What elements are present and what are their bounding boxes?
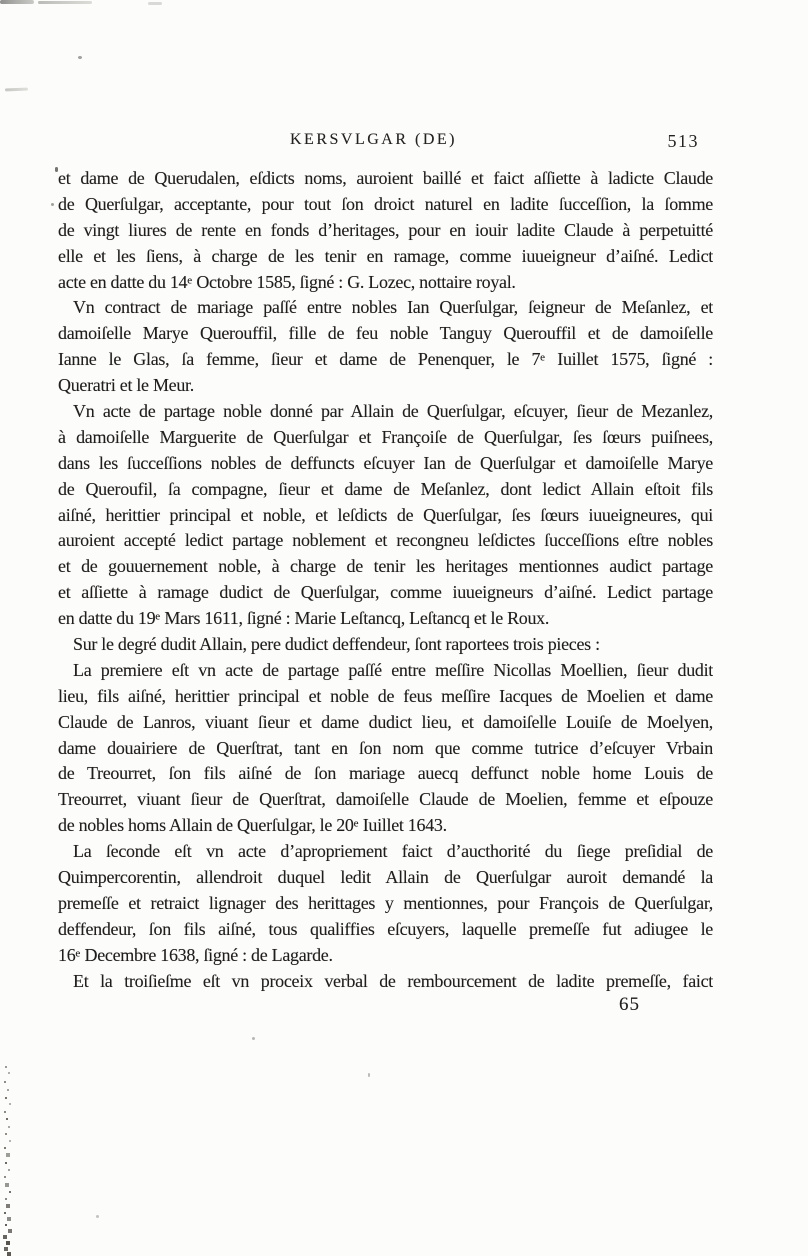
body-line: dans les ſucceſſions nobles de deffuncts eſcuyer Ian de Querſulgar et damoiſelle Marye (58, 452, 713, 473)
body-line: Vn acte de partage noble donné par Allain de Querſulgar, eſcuyer, ſieur de Mezanlez, (73, 401, 713, 422)
body-line: auroient accepté ledict partage noblement et recongneu leſdictes ſucceſſions eſtre nobles (58, 530, 713, 551)
ink-smudge (38, 1, 92, 4)
ink-speck (368, 1073, 370, 1077)
ink-speck (51, 203, 54, 206)
superscript-e: e (75, 947, 81, 960)
body-line: Ianne le Glas, ſa femme, ſieur et dame de Penenquer, le 7e Iuillet 1575, ſigné : (58, 349, 713, 370)
body-line: La premiere eſt vn acte de partage paſſé entre meſſire Nicollas Moellien, ſieur dudit (73, 659, 713, 680)
body-line: Treourret, viuant ſieur de Querſtrat, damoiſelle Claude de Moelien, femme et eſpouze (58, 789, 713, 810)
body-line: et dame de Querudalen, eſdicts noms, auroient baillé et faict aſſiette à ladicte Claude (58, 168, 713, 188)
body-line: elle et les ſiens, à charge de les tenir en ramage, comme iuueigneur d’aiſné. Ledict (58, 245, 713, 266)
body-line: de vingt liures de rente en fonds d’heritages, pour en iouir ladite Claude à perpetuitté (58, 219, 713, 240)
body-line: premeſſe et retraict lignager des herittages y mentionnes, pour François de Querſulgar, (58, 892, 713, 913)
body-line: de Treourret, ſon fils aiſné de ſon mariage auecq deffunct noble home Louis de (58, 763, 713, 784)
signature-mark: 65 (619, 994, 640, 1015)
body-line: et de gouuernement noble, à charge de tenir les heritages mentionnes audict partage (58, 556, 713, 577)
ink-smudge (0, 0, 34, 4)
paragraph (58, 632, 713, 658)
body-line: à damoiſelle Marguerite de Querſulgar et Françoiſe de Querſulgar, ſes ſœurs puiſnees, (58, 426, 713, 447)
superscript-e: e (540, 351, 546, 364)
gutter-speckles (0, 0, 2, 2)
paragraph (58, 658, 713, 839)
paragraph (58, 166, 713, 295)
body-line: lieu, fils aiſné, herittier principal et noble de feus meſſire Iacques de Moelien et dame (58, 685, 713, 706)
body-line: damoiſelle Marye Querouffil, fille de feu noble Tanguy Querouffil et de damoiſelle (58, 323, 713, 344)
body-line: Queratri et le Meur. (58, 375, 194, 396)
superscript-e: e (187, 274, 193, 287)
body-line: de nobles homs Allain de Querſulgar, le 20e Iuillet 1643. (58, 815, 447, 836)
body-line: Claude de Lanros, viuant ſieur et dame dudict lieu, et damoiſelle Louiſe de Moelyen, (58, 711, 713, 732)
body-line: Et la troiſieſme eſt vn proceix verbal de rembourcement de ladite premeſſe, faict (73, 970, 713, 991)
body-line: aiſné, herittier principal et noble, et leſdicts de Querſulgar, ſes ſœurs iuueigneures, qui (58, 504, 713, 525)
paragraph (58, 839, 713, 968)
ink-smudge (5, 88, 28, 92)
body-line: 16e Decembre 1638, ſigné : de Lagarde. (58, 944, 333, 965)
superscript-e: e (353, 817, 359, 830)
body-line: Vn contract de mariage paſſé entre nobles Ian Querſulgar, ſeigneur de Meſanlez, et (73, 297, 713, 318)
running-header (58, 131, 713, 157)
body-line: Quimpercorentin, allendroit duquel ledit Allain de Querſulgar auroit demandé la (58, 867, 713, 888)
paragraph (58, 295, 713, 399)
body-line: Sur le degré dudit Allain, pere dudict deffendeur, ſont raportees trois pieces : (73, 634, 600, 655)
superscript-e: e (155, 610, 161, 623)
body-line: de Queroufil, ſa compagne, ſieur et dame de Meſanlez, dont ledict Allain eſtoit fils (58, 478, 713, 499)
paragraph (58, 399, 713, 632)
body-line: acte en datte du 14e Octobre 1585, ſigné : G. Lozec, nottaire royal. (58, 271, 516, 292)
body-line: de Querſulgar, acceptante, pour tout ſon droict naturel en ladite ſucceſſion, la ſomme (58, 193, 713, 214)
body-line: et aſſiette à ramage dudict de Querſulgar, comme iuueigneurs d’aiſné. Ledict partage (58, 582, 713, 603)
ink-speck (78, 56, 82, 59)
header-title: KERSVLGAR (DE) (290, 131, 457, 148)
body-line: deffendeur, ſon fils aiſné, tous qualiffies eſcuyers, laquelle premeſſe fut adiugee le (58, 918, 713, 939)
ink-speck (96, 1215, 99, 1218)
ink-speck (252, 1037, 255, 1040)
text-block (58, 166, 713, 995)
ink-smudge (148, 2, 162, 5)
body-line: en datte du 19e Mars 1611, ſigné : Marie Leſtancq, Leſtancq et le Roux. (58, 608, 550, 629)
page-number: 513 (667, 131, 699, 151)
body-line: La ſeconde eſt vn acte d’apropriement faict d’aucthorité du ſiege preſidial de (73, 841, 713, 862)
body-line: dame douairiere de Querſtrat, tant en ſon nom que comme tutrice d’eſcuyer Vrbain (58, 737, 713, 758)
paragraph (58, 969, 713, 995)
